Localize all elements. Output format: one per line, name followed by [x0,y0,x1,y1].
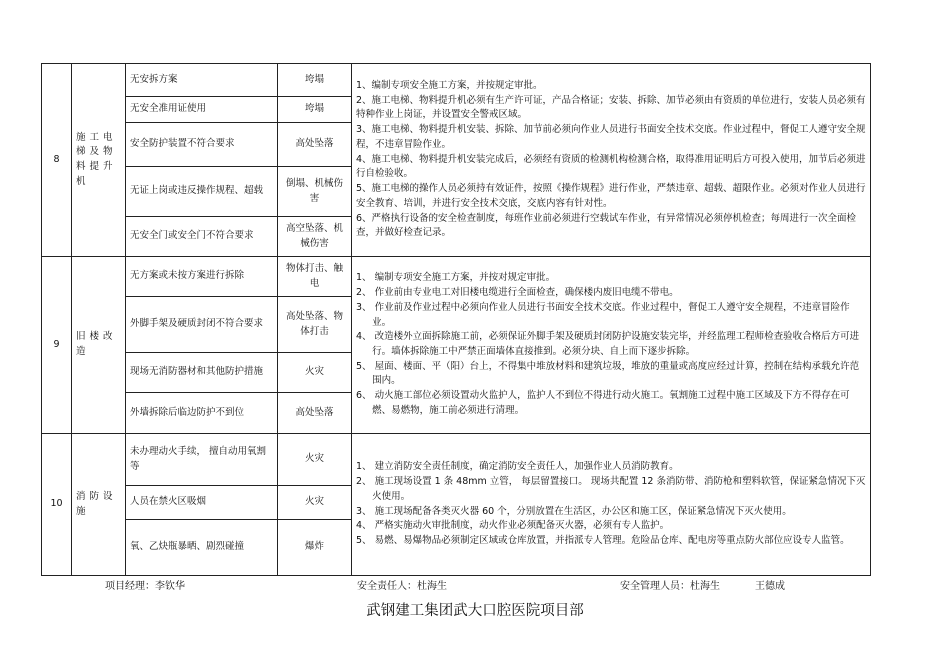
hazard-cell: 人员在禁火区吸烟 [126,486,278,520]
safety-manager-signature-2: 王德成 [755,581,785,592]
control-measures-cell [352,434,871,576]
table-row [42,257,871,297]
measure-item: 3、施工电梯、物料提升机安装、拆除、加节前必须向作业人员进行书面安全技术交底。作业过程中，督促工人遵守安全规程，不违章冒险作业。 [356,124,866,150]
accident-type-cell: 垮塌 [278,64,352,97]
safety-manager-signature: 安全管理人员：杜海生 [620,581,720,592]
project-manager-signature: 项目经理：李钦华 [105,581,185,592]
measure-item: 1、 建立消防安全责任制度，确定消防安全责任人，加强作业人员消防教育。 [356,461,679,473]
section-number: 9 [42,257,72,434]
accident-type-cell: 垮塌 [278,97,352,123]
accident-type-cell: 爆炸 [278,520,352,576]
section-category: 消防设施 [72,434,126,576]
hazard-cell: 无方案或未按方案进行拆除 [126,257,278,297]
measure-item: 6、 动火施工部位必须设置动火监护人，监护人不到位不得进行动火施工。氧割施工过程中施工区域及下方不得存在可燃、易燃物，施工前必须进行清理。 [356,390,850,416]
measure-item: 1、编制专项安全施工方案，并按规定审批。 [356,80,543,92]
accident-type-cell: 火灾 [278,486,352,520]
section-number: 8 [42,64,72,257]
measure-item: 4、施工电梯、物料提升机安装完成后，必须经有资质的检测机构检测合格，取得准用证明后方可投入使用，加节后必须进行自检验收。 [356,153,866,180]
hazard-cell: 外墙拆除后临边防护不到位 [126,393,278,434]
control-measures-cell [352,257,871,434]
hazard-cell: 安全防护装置不符合要求 [126,123,278,167]
measure-item: 5、 屋面、楼面、平（阳）台上，不得集中堆放材料和建筑垃圾，堆放的重量或高度应经过计算，控制在结构承载允许范围内。 [356,360,860,387]
hazard-cell: 无安全准用证使用 [126,97,278,123]
safety-hazard-table [41,63,871,576]
safety-responsible-signature: 安全责任人：杜海生 [357,581,447,592]
hazard-cell: 无证上岗或违反操作规程、超载 [126,167,278,217]
hazard-cell: 现场无消防器材和其他防护措施 [126,353,278,393]
accident-type-cell: 火灾 [278,353,352,393]
table-row [42,64,871,97]
measure-item: 4、 改造楼外立面拆除施工前，必须保证外脚手架及硬质封闭防护设施安装完毕，并经监理工程师检查验收合格后方可进行。墙体拆除施工中严禁正面墙体直接推到。必须分块、自上而下逐步拆除。 [356,331,860,357]
measure-item: 3、 施工现场配备各类灭火器 60 个，分别放置在生活区，办公区和施工区，保证紧急情况下灭火使用。 [356,505,792,517]
measure-item: 5、 易燃、易爆物品必须制定区域或仓库放置，并指派专人管理。危险品仓库、配电房等重点防火部位应设专人监管。 [356,534,850,546]
hazard-cell: 氧、乙炔瓶暴晒、剧烈碰撞 [126,520,278,576]
measure-item: 5、施工电梯的操作人员必须持有效证件，按照《操作规程》进行作业，严禁违章、超载、超限作业。必须对作业人员进行安全教育、培训，并进行安全技术交底，交底内容有针对性。 [356,183,866,209]
measure-item: 2、 施工现场设置 1 条 48mm 立管， 每层留置接口。 现场共配置 12 条消防带、消防枪和塑料软管，保证紧急情况下灭火使用。 [356,476,866,502]
accident-type-cell: 高空坠落、机械伤害 [278,217,352,257]
control-measures-cell [352,64,871,257]
accident-type-cell: 高处坠落 [278,123,352,167]
hazard-cell: 无安全门或安全门不符合要求 [126,217,278,257]
hazard-cell: 未办理动火手续， 擅自动用氧割等 [126,434,278,486]
section-number: 10 [42,434,72,576]
measure-item: 3、 作业前及作业过程中必须向作业人员进行书面安全技术交底。作业过程中，督促工人遵守安全规程，不违章冒险作业。 [356,301,850,328]
accident-type-cell: 倒塌、机械伤害 [278,167,352,217]
measure-item: 4、 严格实施动火审批制度，动火作业必须配备灭火器，必须有专人监护。 [356,520,670,532]
measure-item: 6、严格执行设备的安全检查制度，每班作业前必须进行空载试车作业，有异常情况必须停机检查；每周进行一次全面检查，并做好检查记录。 [356,212,857,239]
section-category: 旧楼改造 [72,257,126,434]
measure-item: 2、施工电梯、物料提升机必须有生产许可证，产品合格证；安装、拆除、加节必须由有资质的单位进行，安装人员必须有特种作业上岗证，并设置安全警戒区域。 [356,94,866,121]
measure-item: 2、 作业前由专业电工对旧楼电缆进行全面检查，确保楼内废旧电缆不带电。 [356,287,679,299]
measure-item: 1、 编制专项安全施工方案，并按对规定审批。 [356,272,556,284]
accident-type-cell: 高处坠落 [278,393,352,434]
hazard-cell: 外脚手架及硬质封闭不符合要求 [126,297,278,353]
section-category: 施工电梯及物料提升机 [72,64,126,257]
table-row [42,434,871,486]
accident-type-cell: 高处坠落、物体打击 [278,297,352,353]
hazard-cell: 无安拆方案 [126,64,278,97]
footer-title: 武钢建工集团武大口腔医院项目部 [366,603,584,619]
accident-type-cell: 火灾 [278,434,352,486]
accident-type-cell: 物体打击、触电 [278,257,352,297]
